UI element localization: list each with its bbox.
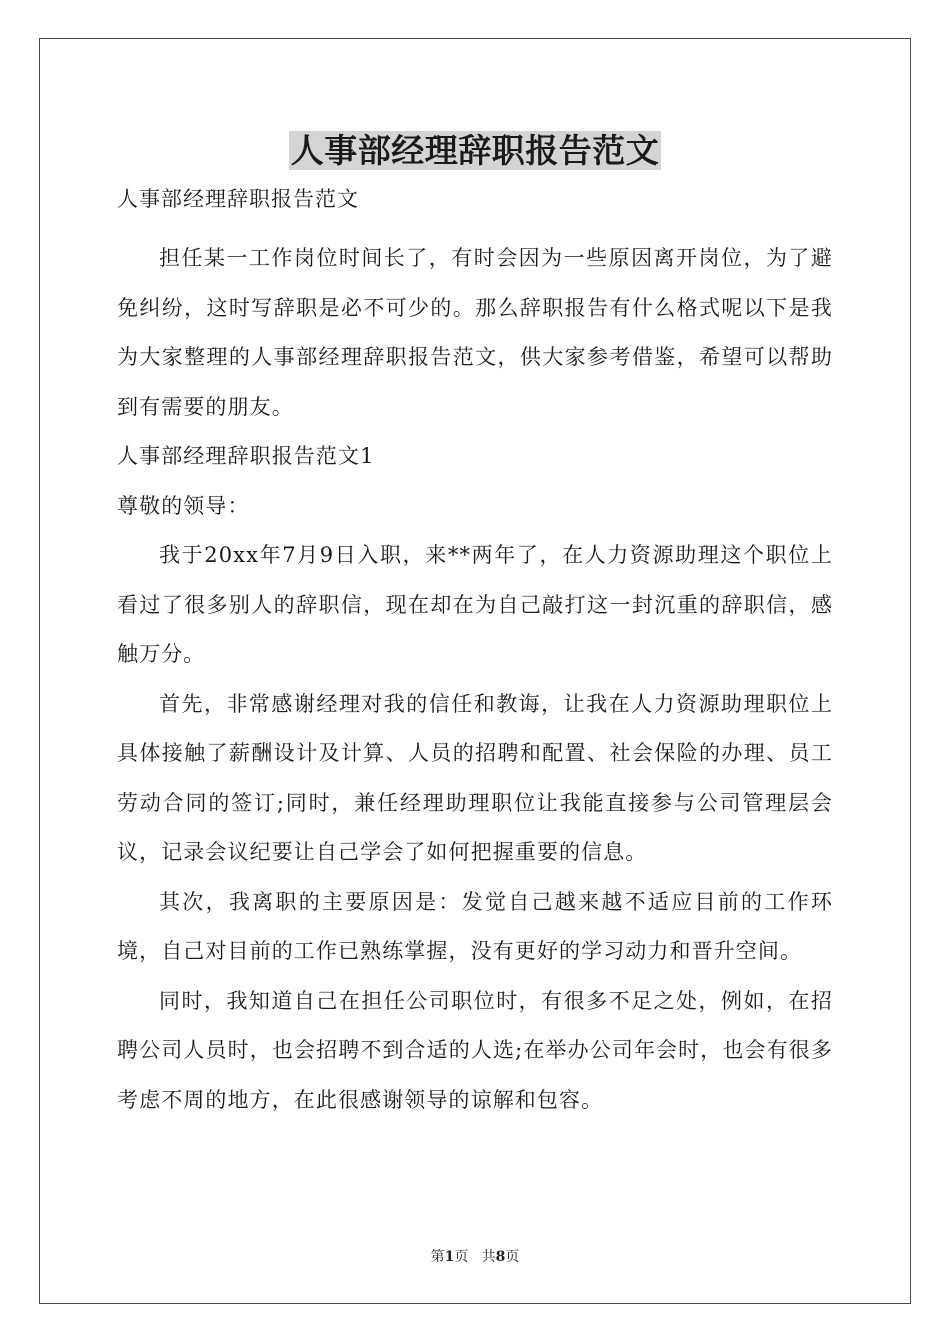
page-prefix: 第 (430, 1249, 445, 1265)
total-prefix: 共 (481, 1249, 496, 1265)
paragraph-body: 其次，我离职的主要原因是：发觉自己越来越不适应目前的工作环境，自己对目前的工作已熟练掌握，没有更好的学习动力和晋升空间。 (117, 889, 833, 963)
page-current: 1 (444, 1249, 455, 1265)
document-title-text: 人事部经理辞职报告范文 (290, 131, 660, 170)
section-heading: 人事部经理辞职报告范文1 (117, 444, 375, 468)
paragraph-body: 我于20xx年7月9日入职，来**两年了，在人力资源助理这个职位上看过了很多别人的辞职信，现在却在为自己敲打这一封沉重的辞职信，感触万分。 (117, 543, 833, 666)
paragraph-body: 同时，我知道自己在担任公司职位时，有很多不足之处，例如，在招聘公司人员时，也会招聘不到合适的人选;在举办公司年会时，也会有很多考虑不周的地方，在此很感谢领导的谅解和包容。 (117, 988, 833, 1112)
document-body (117, 234, 833, 1125)
total-suffix: 页 (505, 1249, 520, 1265)
page-footer (0, 1247, 950, 1267)
document-title (0, 128, 950, 174)
page-suffix: 页 (454, 1249, 469, 1265)
page-total: 8 (495, 1249, 506, 1265)
paragraph-body: 首先，非常感谢经理对我的信任和教诲，让我在人力资源助理职位上具体接触了薪酬设计及计算、人员的招聘和配置、社会保险的办理、员工劳动合同的签订;同时，兼任经理助理职位让我能直接参与公司管理层会议，记录会议纪要让自己学会了如何把握重要的信息。 (117, 691, 833, 864)
document-subtitle: 人事部经理辞职报告范文 (117, 187, 359, 211)
salutation: 尊敬的领导： (117, 493, 250, 518)
paragraph-intro: 担任某一工作岗位时间长了，有时会因为一些原因离开岗位，为了避免纠纷，这时写辞职是必不可少的。那么辞职报告有什么格式呢以下是我为大家整理的人事部经理辞职报告范文，供大家参考借鉴，希望可以帮助到有需要的朋友。 (117, 246, 833, 419)
